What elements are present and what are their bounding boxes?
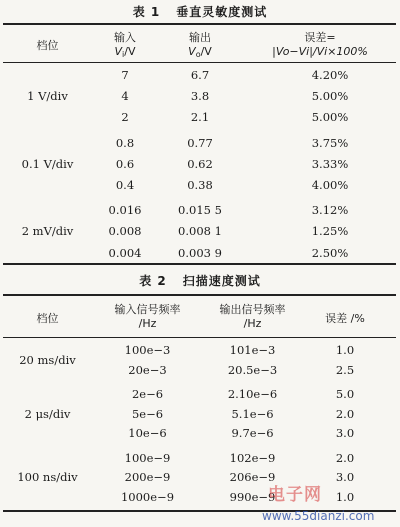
table1-cell-g0-r1-c2: 4 (121, 89, 129, 104)
table1-cell-g0-r0-c3: 6.7 (190, 68, 210, 82)
table2-cell-g1-r2-c2: 10e−6 (128, 426, 167, 441)
table1-cell-g1-r0-c2: 0.8 (115, 135, 135, 150)
table1-cell-g2-r2-c3: 0.003 9 (178, 245, 222, 260)
table2-cell-g1-r0-c3: 2.10e−6 (227, 386, 278, 401)
table1-top-rule (3, 23, 396, 25)
table1-header-output (155, 31, 245, 62)
table1-cell-g2-r2-c2: 0.004 (108, 245, 142, 260)
table2-cell-g2-r1-c4: 3.0 (335, 470, 355, 485)
table1-cell-g1-r2-c3: 0.38 (187, 178, 213, 192)
table1-cell-g1-r1-c2: 0.6 (115, 156, 135, 171)
table1-cell-g1-r0-c4: 3.75% (311, 135, 349, 150)
table2-cell-g2-r0-c4: 2.0 (335, 450, 355, 465)
table2-group-label-0: 20 ms/div (19, 352, 76, 367)
table1-cell-g0-r1-c3: 3.8 (190, 89, 210, 104)
table1-cell-g0-r2-c3: 2.1 (190, 110, 210, 125)
table1-cell-g2-r0-c2: 0.016 (108, 203, 142, 218)
table1-cell-g2-r0-c4: 3.12% (311, 203, 349, 218)
table1-cell-g1-r0-c3: 0.77 (187, 135, 213, 150)
table2-group-label-1: 2 μs/div (24, 406, 71, 421)
table2-cell-g1-r1-c2: 5e−6 (131, 406, 164, 421)
table2-cell-g2-r1-c2: 200e−9 (124, 470, 171, 485)
table2-header-input-freq-label: 输入信号频率 (114, 303, 181, 316)
table1-header-error-formula: |Vo−Vi|/Vi×100% (272, 45, 368, 58)
table2-header-error: 误差 /% (325, 312, 365, 325)
table2-caption (0, 272, 400, 289)
table2-cell-g1-r2-c4: 3.0 (335, 426, 355, 441)
table2-cell-g0-r0-c2: 100e−3 (124, 343, 171, 357)
table2-header-gear: 档位 (36, 312, 59, 325)
watermark-url: www.55dianzi.com (262, 509, 375, 523)
table2-cell-g2-r2-c4: 1.0 (335, 489, 355, 504)
table1-header-error (242, 31, 398, 59)
table1-cell-g0-r1-c4: 5.00% (311, 89, 349, 104)
table2-group-label-2: 100 ns/div (17, 470, 78, 485)
table1-header-output-label: 输出 (189, 31, 211, 44)
table2-cell-g1-r2-c3: 9.7e−6 (231, 426, 274, 441)
table2-header-input-freq-unit: /Hz (138, 317, 157, 330)
table2-cell-g2-r1-c3: 206e−9 (229, 470, 276, 485)
table2-cell-g2-r2-c2: 1000e−9 (120, 489, 175, 504)
table1-header-input-label: 输入 (114, 31, 136, 44)
table1-header-output-unit: $V_o/V$ (188, 45, 212, 59)
table1-cell-g0-r2-c4: 5.00% (311, 110, 349, 125)
table1-cell-g2-r1-c2: 0.008 (108, 224, 142, 239)
table1-cell-g2-r1-c4: 1.25% (311, 224, 349, 239)
table2-cell-g0-r0-c3: 101e−3 (229, 343, 276, 357)
table1-cell-g0-r0-c4: 4.20% (311, 68, 349, 82)
table2-cell-g0-r1-c3: 20.5e−3 (227, 362, 278, 377)
table1-group-label-2: 2 mV/div (21, 224, 74, 239)
table2-header-rule (3, 337, 396, 338)
table1-header-rule (3, 62, 396, 63)
table2-cell-g2-r2-c3: 990e−9 (229, 489, 276, 504)
table1-group-label-1: 0.1 V/div (21, 156, 74, 171)
table2-cell-g1-r0-c4: 5.0 (335, 386, 355, 401)
table1-header-gear: 档位 (36, 39, 59, 52)
table1-caption-title: 垂直灵敏度测试 (176, 5, 268, 19)
table1-cell-g1-r1-c4: 3.33% (311, 156, 349, 171)
watermark-logo-text: 电子网 (268, 485, 322, 505)
table1-cell-g0-r0-c2: 7 (121, 68, 129, 82)
table2-cell-g2-r0-c2: 100e−9 (124, 450, 171, 465)
table1-header-error-label: 误差= (304, 31, 336, 44)
table1-group-label-0: 1 V/div (27, 89, 68, 104)
table2-header-output-freq (190, 303, 315, 331)
table2-cell-g0-r1-c4: 2.5 (335, 362, 355, 377)
table1-cell-g2-r2-c4: 2.50% (311, 245, 349, 260)
table1-cell-g1-r1-c3: 0.62 (187, 156, 213, 171)
table1-cell-g0-r2-c2: 2 (121, 110, 129, 125)
table1-cell-g2-r0-c3: 0.015 5 (178, 203, 222, 218)
table2-cell-g1-r1-c3: 5.1e−6 (231, 406, 274, 421)
watermark-logo (268, 480, 322, 505)
table1-bottom-rule (3, 263, 396, 265)
table2-top-rule (3, 294, 396, 296)
table1-caption (0, 3, 400, 20)
table2-cell-g1-r1-c4: 2.0 (335, 406, 355, 421)
table1-caption-number: 表 1 (132, 5, 161, 19)
table2-cell-g0-r1-c2: 20e−3 (128, 362, 167, 377)
table1-cell-g1-r2-c4: 4.00% (311, 178, 349, 192)
table2-caption-number: 表 2 (139, 274, 167, 288)
table2-cell-g0-r0-c4: 1.0 (335, 343, 355, 357)
table2-caption-title: 扫描速度测试 (182, 274, 261, 288)
table2-header-output-freq-unit: /Hz (243, 317, 262, 330)
table2-cell-g2-r0-c3: 102e−9 (229, 450, 276, 465)
table1-header-input-unit: $V_i/V$ (114, 45, 136, 59)
table1-cell-g1-r2-c2: 0.4 (115, 178, 135, 192)
table2-cell-g1-r0-c2: 2e−6 (131, 386, 164, 401)
table1-cell-g2-r1-c3: 0.008 1 (178, 224, 222, 239)
table2-header-output-freq-label: 输出信号频率 (219, 303, 286, 316)
